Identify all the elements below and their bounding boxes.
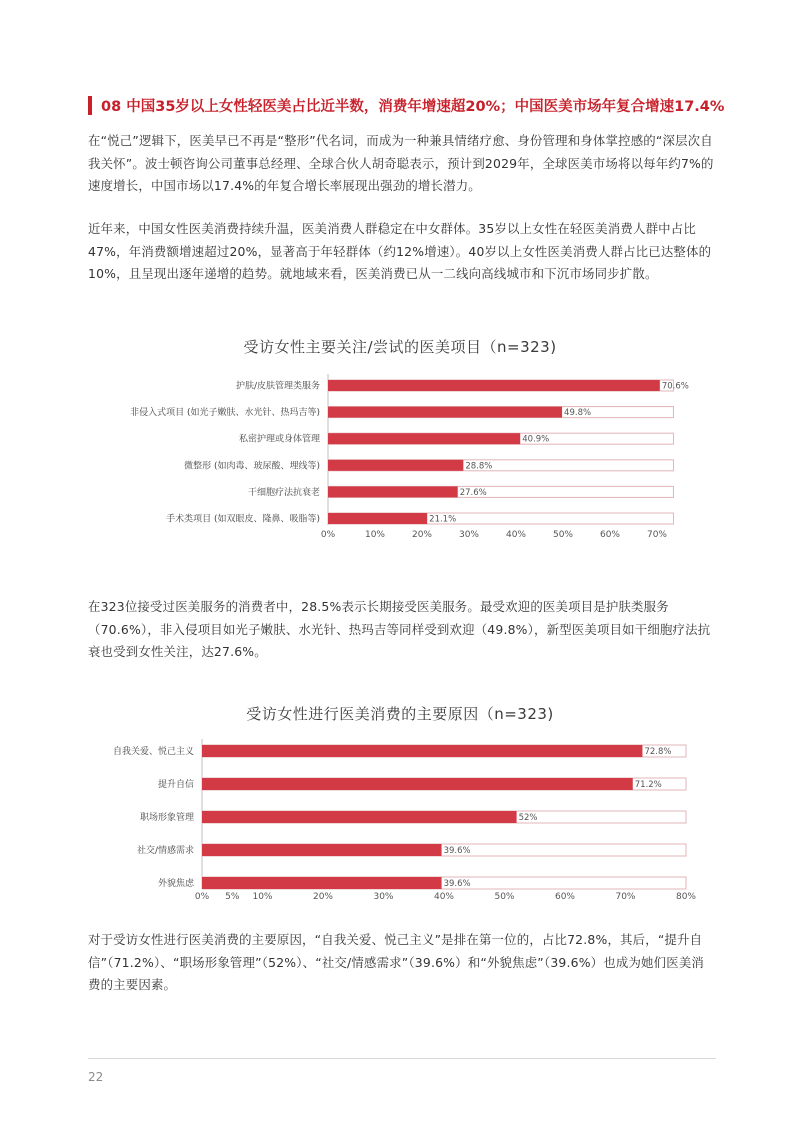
chart1-bar [328, 513, 427, 524]
chart1-category-label: 干细胞疗法抗衰老 [247, 487, 320, 498]
chart2-value-label: 71.2% [634, 780, 662, 790]
chart1-value-label: 70.6% [661, 381, 689, 392]
chart2-value-label: 52% [518, 813, 538, 823]
chart2-category-label: 外貌焦虑 [157, 879, 194, 889]
chart2-bar [202, 844, 442, 856]
paragraph-projects: 在323位接受过医美服务的消费者中，28.5%表示长期接受医美服务。最受欢迎的医美项目是护肤类服务（70.6%），非入侵项目如光子嫩肤、水光针、热玛吉等同样受到欢迎（49.8%），新型医美项目如干细胞疗法抗衰也受到女性关注，达27.6%。 [88, 599, 711, 659]
paragraph-intro: 在“悦己”逻辑下，医美早已不再是“整形”代名词，而成为一种兼具情绪疗愈、身份管理和身体掌控感的“深层次自我关怀”。波士顿咨询公司董事总经理、全球合伙人胡奇聪表示，预计到2029年，全球医美市场将以每年约7%的速度增长，中国市场以17.4%的年复合增长率展现出强劲的增长潜力。 [88, 133, 714, 193]
chart2-tick-label: 70% [615, 892, 636, 902]
chart1-title: 受访女性主要关注/尝试的医美项目（n=323) [243, 338, 557, 356]
chart1-tick-label: 30% [458, 530, 480, 540]
chart2-bar [202, 811, 517, 823]
chart1-tick-label: 60% [599, 530, 621, 540]
chart2-tick-label: 0% [194, 892, 210, 902]
chart1-value-label: 27.6% [459, 487, 487, 498]
chart1-tick-label: 10% [364, 530, 386, 540]
chart1-bar [328, 433, 520, 444]
chart1-tick-label: 70% [646, 530, 668, 540]
chart-projects [0, 372, 800, 567]
chart1-tick-label: 50% [552, 530, 574, 540]
chart2-bar [202, 778, 633, 790]
paragraph-reasons: 对于受访女性进行医美消费的主要原因，“自我关爱、悦己主义”是排在第一位的，占比72.8%，其后，“提升自信”（71.2%）、“职场形象管理”（52%）、“社交/情感需求”（39.6%）和“外貌焦虑”（39.6%）也成为她们医美消费的主要因素。 [88, 932, 704, 992]
chart2-category-label: 社交/情感需求 [136, 846, 194, 856]
chart2-tick-label: 20% [312, 892, 334, 902]
footer-divider [88, 1058, 716, 1059]
section-heading [88, 95, 738, 116]
chart1-category-label: 私密护理或身体管理 [238, 434, 320, 445]
chart2-bar [202, 877, 442, 889]
chart2-tick-label: 60% [554, 892, 576, 902]
section-heading-text: 08 中国35岁以上女性轻医美占比近半数，消费年增速超20%；中国医美市场年复合增速17.4% [101, 99, 725, 115]
chart1-category-label: 手术类项目 (如双眼皮、隆鼻、吸脂等) [166, 514, 320, 525]
chart1-value-label: 49.8% [564, 408, 592, 419]
chart1-bar [328, 460, 463, 471]
chart1-value-label: 21.1% [429, 514, 457, 525]
chart2-value-label: 39.6% [443, 846, 471, 856]
chart1-bar [328, 380, 660, 391]
chart2-value-label: 72.8% [644, 747, 672, 757]
chart2-category-label: 自我关爱、悦己主义 [112, 747, 194, 757]
chart1-category-label: 护肤/皮肤管理类服务 [235, 381, 320, 392]
chart-reasons [0, 737, 800, 907]
chart1-tick-label: 0% [320, 530, 336, 540]
chart2-value-label: 39.6% [443, 879, 471, 889]
chart1-value-label: 28.8% [465, 461, 493, 472]
chart1-bar [328, 407, 562, 418]
chart2-tick-label: 50% [494, 892, 515, 902]
page-number: 22 [88, 1070, 104, 1084]
chart2-category-label: 职场形象管理 [139, 813, 194, 823]
chart1-tick-label: 20% [411, 530, 433, 540]
paragraph-trend: 近年来，中国女性医美消费持续升温，医美消费人群稳定在中女群体。35岁以上女性在轻医美消费人群中占比47%，年消费额增速超过20%，显著高于年轻群体（约12%增速）。40岁以上女性医美消费人群占比已达整体的10%，且呈现出逐年递增的趋势。就地域来看，医美消费已从一二线向高线城市和下沉市场同步扩散。 [88, 221, 712, 281]
chart2-tick-label: 5% [225, 892, 240, 902]
chart1-category-label: 非侵入式项目 (如光子嫩肤、水光针、热玛吉等) [130, 408, 320, 419]
chart2-tick-label: 10% [252, 892, 273, 902]
chart2-tick-label: 80% [675, 892, 697, 902]
chart2-category-label: 提升自信 [157, 780, 194, 790]
chart2-tick-label: 40% [433, 892, 455, 902]
chart1-category-label: 微整形 (如肉毒、玻尿酸、埋线等) [184, 461, 320, 472]
heading-accent-bar [88, 96, 92, 115]
chart2-bar [202, 745, 642, 757]
chart1-bar [328, 486, 458, 497]
chart1-value-label: 40.9% [522, 434, 550, 445]
chart2-tick-label: 30% [373, 892, 394, 902]
chart2-title: 受访女性进行医美消费的主要原因（n=323) [246, 705, 554, 723]
chart1-tick-label: 40% [505, 530, 527, 540]
